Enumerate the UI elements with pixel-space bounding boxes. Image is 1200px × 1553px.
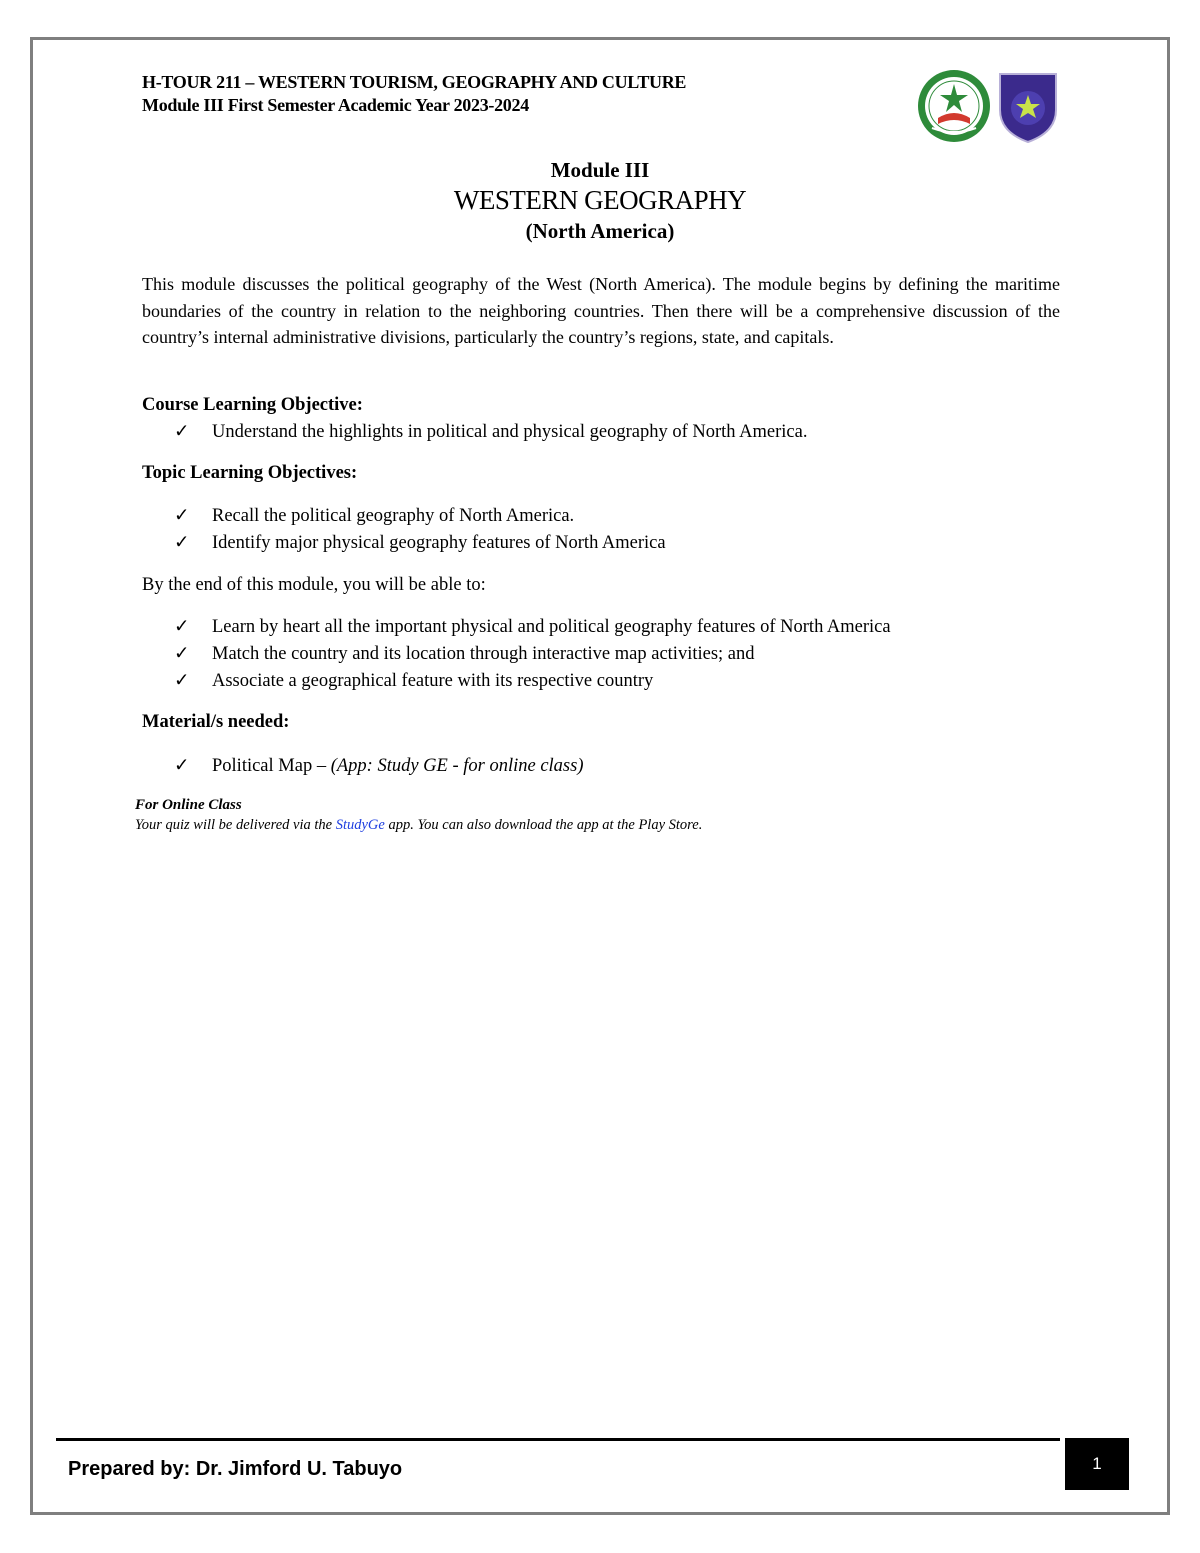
course-objective-heading: Course Learning Objective: <box>142 395 363 415</box>
page-subtitle: (North America) <box>525 219 675 243</box>
list-item: ✓ Associate a geographical feature with its respective country <box>174 671 654 691</box>
topic-objectives-heading: Topic Learning Objectives: <box>142 463 358 483</box>
checkmark-icon: ✓ <box>174 533 190 553</box>
institution-logos <box>916 68 1060 144</box>
intro-paragraph: This module discusses the political geography of the West (North America). The module begins by defining the maritime boundaries of the country in relation to the neighboring countries. Then there will be a comprehensive discussion of the country’s internal administrative divisions, particularly the country’s regions, state, and capitals. <box>142 274 1060 347</box>
list-item: ✓ Learn by heart all the important physical and political geography features of North America <box>174 617 891 637</box>
checkmark-icon: ✓ <box>174 644 190 664</box>
footer-divider <box>56 1438 1060 1441</box>
college-shield-logo <box>1000 74 1056 142</box>
online-class-note: Your quiz will be delivered via the StudyGe app. You can also download the app at the Play Store. <box>135 817 703 833</box>
checkmark-icon: ✓ <box>174 617 190 637</box>
list-item: ✓ Understand the highlights in political and physical geography of North America. <box>174 422 808 442</box>
list-item: ✓ Match the country and its location through interactive map activities; and <box>174 644 755 664</box>
list-item: ✓ Identify major physical geography features of North America <box>174 533 666 553</box>
checkmark-icon: ✓ <box>174 506 190 526</box>
module-term: Module III First Semester Academic Year 2023-2024 <box>142 95 529 115</box>
list-item: ✓ Political Map – (App: Study GE - for online class) <box>174 756 584 776</box>
materials-heading: Material/s needed: <box>142 712 290 732</box>
list-item: ✓ Recall the political geography of North America. <box>174 506 575 526</box>
by-end-lead: By the end of this module, you will be able to: <box>142 575 486 595</box>
checkmark-icon: ✓ <box>174 422 190 442</box>
module-number: Module III <box>550 158 650 182</box>
university-seal-logo <box>918 70 990 142</box>
online-class-heading: For Online Class <box>135 797 242 813</box>
studyge-link[interactable]: StudyGe <box>335 817 385 833</box>
page-title: WESTERN GEOGRAPHY <box>453 185 747 215</box>
checkmark-icon: ✓ <box>174 756 190 776</box>
course-title: H-TOUR 211 – WESTERN TOURISM, GEOGRAPHY AND CULTURE <box>142 72 687 92</box>
prepared-by: Prepared by: Dr. Jimford U. Tabuyo <box>68 1458 403 1480</box>
page-number: 1 <box>1065 1438 1129 1490</box>
checkmark-icon: ✓ <box>174 671 190 691</box>
